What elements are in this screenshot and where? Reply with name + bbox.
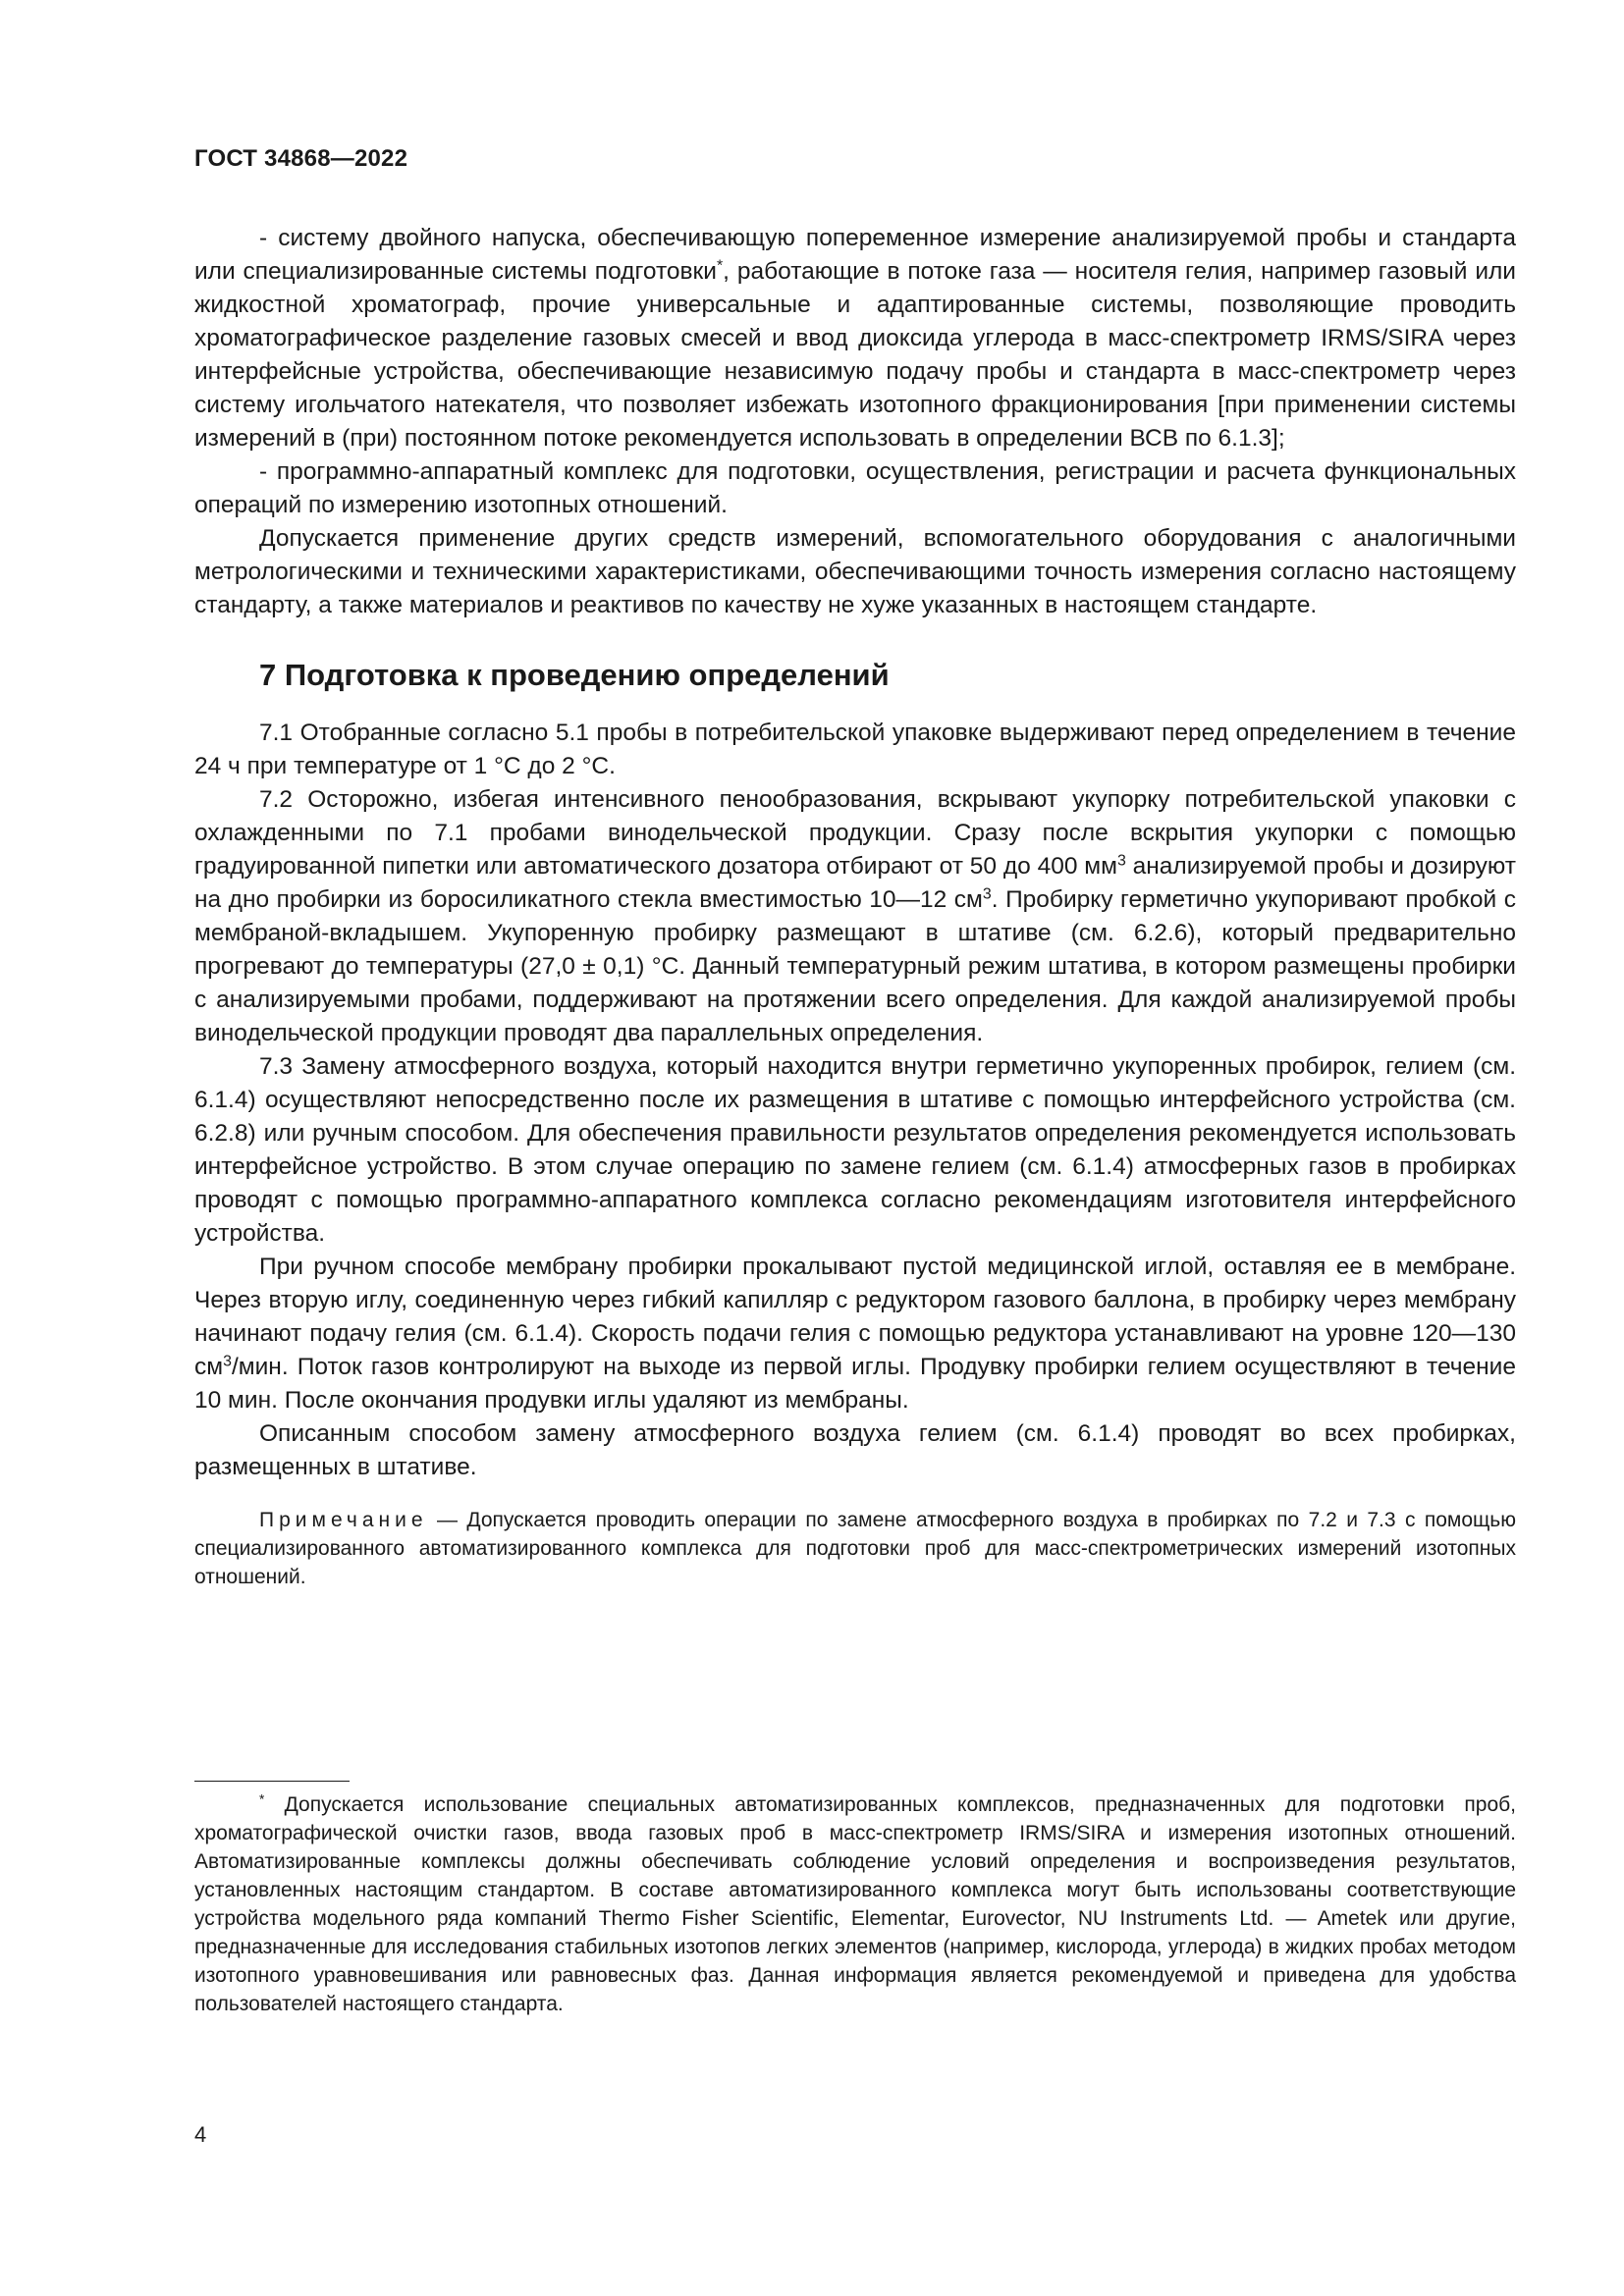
paragraph-7-1: 7.1 Отобранные согласно 5.1 пробы в потребительской упаковке выдерживают перед определением в течение 24 ч при температуре от 1 °С до 2 °С. bbox=[194, 720, 1516, 779]
paragraph-text: анализируемой пробы и дозируют на дно пробирки из боросиликатного стекла вместимостью 10—12 см bbox=[194, 853, 1516, 913]
standard-header: ГОСТ 34868—2022 bbox=[194, 145, 408, 172]
paragraph-text: . Пробирку герметично укупоривают пробкой с мембраной-вкладышем. Укупоренную пробирку размещают в штативе (см. 6.2.6), который предварительно прогревают до температуры (27,0 ± 0,1) °С. Данный температурный режим штатива, в котором размещены пробирки с анализируемыми пробами, поддерживают на протяжении всего определения. Для каждой анализируемой пробы винодельческой продукции проводят два параллельных определения. bbox=[194, 886, 1516, 1046]
paragraph-text: /мин. Поток газов контролируют на выходе из первой иглы. Продувку пробирки гелием осуществляют в течение 10 мин. После окончания продувки иглы удаляют из мембраны. bbox=[194, 1354, 1516, 1414]
paragraph-software-complex: - программно-аппаратный комплекс для подготовки, осуществления, регистрации и расчета функциональных операций по измерению изотопных отношений. bbox=[194, 458, 1516, 518]
paragraph-text: 7.2 Осторожно, избегая интенсивного пенообразования, вскрывают укупорку потребительской упаковки с охлажденными по 7.1 пробами винодельческой продукции. Сразу после вскрытия укупорки с помощью градуированной пипетки или автоматического дозатора отбирают от 50 до 400 мм bbox=[194, 786, 1516, 880]
paragraph-7-3: 7.3 Замену атмосферного воздуха, который находится внутри герметично укупоренных пробирок, гелием (см. 6.1.4) осуществляют непосредственно после их размещения в штативе с помощью интерфейсного устройства (см. 6.2.8) или ручным способом. Для обеспечения правильности результатов определения рекомендуется использовать интерфейсное устройство. В этом случае операцию по замене гелием (см. 6.1.4) атмосферных газов в пробирках проводят с помощью программно-аппаратного комплекса согласно рекомендациям изготовителя интерфейсного устройства. bbox=[194, 1053, 1516, 1247]
page-number: 4 bbox=[194, 2122, 207, 2147]
superscript: 3 bbox=[223, 1353, 232, 1370]
superscript: 3 bbox=[982, 885, 992, 903]
paragraph-text: - систему двойного напуска, обеспечивающую попеременное измерение анализируемой пробы и стандарта или специализированные системы подготовки bbox=[194, 225, 1516, 285]
footnote bbox=[194, 1790, 1516, 2018]
footnote-marker: * bbox=[259, 1791, 265, 1807]
paragraph-text: , работающие в потоке газа — носителя гелия, например газовый или жидкостной хроматограф, прочие универсальные и адаптированные системы, позволяющие проводить хроматографическое разделение газовых смесей и ввод диоксида углерода в масс-спектрометр IRMS/SIRA через интерфейсные устройства, обеспечивающие независимую подачу пробы и стандарта в масс-спектрометр через систему игольчатого натекателя, что позволяет избежать изотопного фракционирования [при применении системы измерений в (при) постоянном потоке рекомендуется использовать в определении ВСВ по 6.1.3]; bbox=[194, 258, 1516, 452]
paragraph-text: При ручном способе мембрану пробирки прокалывают пустой медицинской иглой, оставляя ее в мембране. Через вторую иглу, соединенную через гибкий капилляр с редуктором газового баллона, в пробирку через мембрану начинают подачу гелия (см. 6.1.4). Скорость подачи гелия с помощью редуктора устанавливают на уровне 120—130 см bbox=[194, 1254, 1516, 1380]
footnote-marker: * bbox=[716, 257, 724, 275]
superscript: 3 bbox=[1116, 852, 1126, 870]
footnote-text: Допускается использование специальных автоматизированных комплексов, предназначенных для подготовки проб, хроматографической очистки газов, ввода газовых проб в масс-спектрометр IRMS/SIRA и измерения изотопных отношений. Автоматизированные комплексы должны обеспечивать соблюдение условий определения и воспроизведения результатов, установленных настоящим стандартом. В составе автоматизированного комплекса могут быть использованы соответствующие устройства модельного ряда компаний Thermo Fisher Scientific, Elementar, Eurovector, NU Instruments Ltd. — Ametek или другие, предназначенные для исследования стабильных изотопов легких элементов (например, кислорода, углерода) в жидких пробах методом изотопного уравновешивания или равновесных фаз. Данная информация является рекомендуемой и приведена для удобства пользователей настоящего стандарта. bbox=[194, 1793, 1516, 2015]
note-text: — Допускается проводить операции по замене атмосферного воздуха в пробирках по 7.2 и 7.3 с помощью специализированного автоматизированного комплекса для подготовки проб для масс-спектрометрических измерений изотопных отношений. bbox=[194, 1509, 1516, 1588]
paragraph-7-2 bbox=[194, 783, 1516, 1050]
paragraph-double-inlet bbox=[194, 222, 1516, 455]
paragraph-allowed-equipment: Допускается применение других средств измерений, вспомогательного оборудования с аналогичными метрологическими и техническими характеристиками, обеспечивающими точность измерения согласно настоящему стандарту, а также материалов и реактивов по качеству не хуже указанных в настоящем стандарте. bbox=[194, 525, 1516, 618]
body-content bbox=[194, 222, 1516, 1591]
section-title: 7 Подготовка к проведению определений bbox=[259, 658, 890, 692]
footnote-divider bbox=[194, 1781, 350, 1782]
note bbox=[194, 1506, 1516, 1591]
paragraph-manual-method bbox=[194, 1251, 1516, 1417]
paragraph-described-method: Описанным способом замену атмосферного воздуха гелием (см. 6.1.4) проводят во всех пробирках, размещенных в штативе. bbox=[194, 1420, 1516, 1480]
note-label: Примечание bbox=[259, 1509, 428, 1531]
